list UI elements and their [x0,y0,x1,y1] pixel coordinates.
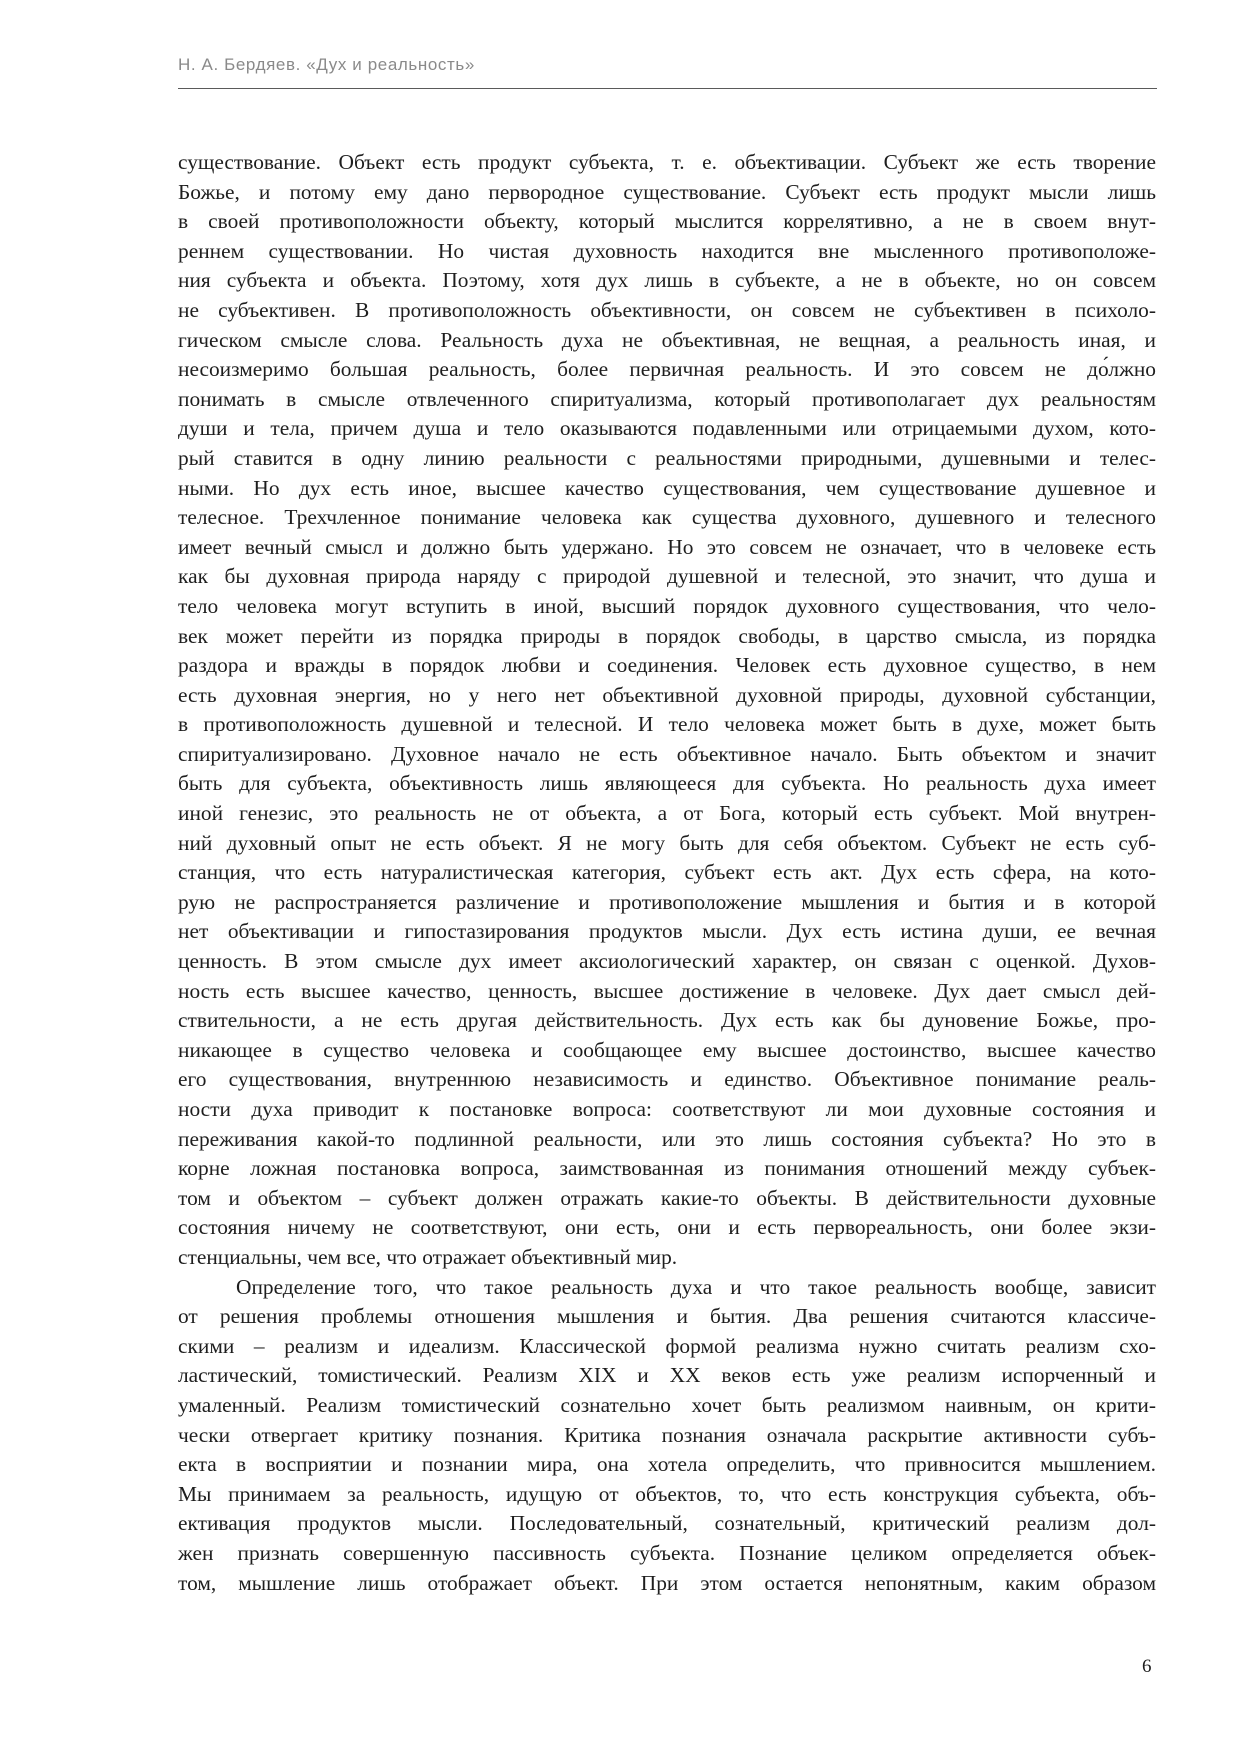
text-line: тело человека могут вступить в иной, высший порядок духовного существования, что чело- [178,593,1156,618]
text-line: рую не распространяется различение и противоположение мышления и бытия и в которой [178,889,1156,914]
text-line: не субъективен. В противоположность объективности, он совсем не субъективен в психоло- [178,297,1156,322]
text-line: никающее в существо человека и сообщающее ему высшее достоинство, высшее качество [178,1037,1156,1062]
text-line: как бы духовная природа наряду с природой душевной и телесной, это значит, что душа и [178,564,1156,589]
text-line: души и тела, причем душа и тело оказываются подавленными или отрицаемыми духом, кото- [178,416,1156,441]
page-number: 6 [1142,1656,1152,1677]
text-line: реннем существовании. Но чистая духовность находится вне мысленного противоположе- [178,238,1156,263]
text-line: Определение того, что такое реальность духа и что такое реальность вообще, зависит [236,1274,1156,1299]
text-line: в своей противоположности объекту, который мыслится коррелятивно, а не в своем внут- [178,209,1156,234]
text-line: понимать в смысле отвлеченного спиритуализма, который противополагает дух реальностям [178,386,1156,411]
text-line: ствительности, а не есть другая действительность. Дух есть как бы дуновение Божье, про- [178,1008,1156,1033]
text-line: ными. Но дух есть иное, высшее качество существования, чем существование душевное и [178,475,1156,500]
text-line: станция, что есть натуралистическая категория, субъект есть акт. Дух есть сфера, на кото- [178,860,1156,885]
text-line: век может перейти из порядка природы в порядок свободы, в царство смысла, из порядка [178,623,1156,648]
text-line: том и объектом – субъект должен отражать какие-то объекты. В действительности духовные [178,1185,1156,1210]
text-line: переживания какой-то подлинной реальности, или это лишь состояния субъекта? Но это в [178,1126,1156,1151]
text-line: Божье, и потому ему дано первородное существование. Субъект есть продукт мысли лишь [178,179,1156,204]
paragraph-2 [178,1273,1156,1628]
text-line [178,1598,1156,1628]
text-line: Мы принимаем за реальность, идущую от объектов, то, что есть конструкция субъекта, объ- [178,1481,1156,1506]
text-line: имеет вечный смысл и должно быть удержано. Но это совсем не означает, что в человеке есть [178,534,1156,559]
text-line: телесное. Трехчленное понимание человека как существа духовного, душевного и телесного [178,505,1156,530]
text-line: жен признать совершенную пассивность субъекта. Познание целиком определяется объек- [178,1540,1156,1565]
text-line: том, мышление лишь отображает объект. При этом остается непонятным, каким образом [178,1570,1156,1595]
body-text [178,148,1156,1628]
text-line: в противоположность душевной и телесной. И тело человека может быть в духе, может быть [178,712,1156,737]
text-line: спиритуализировано. Духовное начало не есть объективное начало. Быть объектом и значит [178,741,1156,766]
text-line: есть духовная энергия, но у него нет объективной духовной природы, духовной субстанции, [178,682,1156,707]
text-line: стенциальны, чем все, что отражает объективный мир. [178,1244,678,1269]
text-line: ность есть высшее качество, ценность, высшее достижение в человеке. Дух дает смысл дей- [178,978,1156,1003]
paragraph-1 [178,148,1156,1273]
text-line: скими – реализм и идеализм. Классической формой реализма нужно считать реализм схо- [178,1333,1156,1358]
text-line: ния субъекта и объекта. Поэтому, хотя дух лишь в субъекте, а не в объекте, но он совсем [178,268,1156,293]
text-line: состояния ничему не соответствуют, они есть, они и есть первореальность, они более экзи- [178,1215,1156,1240]
text-line: несоизмеримо большая реальность, более первичная реальность. И это совсем не до́лжно [178,357,1156,382]
text-line: ективация продуктов мысли. Последовательный, сознательный, критический реализм дол- [178,1511,1156,1536]
text-line: корне ложная постановка вопроса, заимствованная из понимания отношений между субъек- [178,1156,1156,1181]
text-line: быть для субъекта, объективность лишь являющееся для субъекта. Но реальность духа имеет [178,771,1156,796]
text-line: ценность. В этом смысле дух имеет аксиологический характер, он связан с оценкой. Духов- [178,949,1156,974]
text-line: иной генезис, это реальность не от объекта, а от Бога, который есть субъект. Мой внутрен- [178,801,1156,826]
text-line: екта в восприятии и познании мира, она хотела определить, что привносится мышлением. [178,1452,1156,1477]
text-line: гическом смысле слова. Реальность духа не объективная, не вещная, а реальность иная, и [178,327,1156,352]
text-line: раздора и вражды в порядок любви и соединения. Человек есть духовное существо, в нем [178,653,1156,678]
text-line: ластический, томистический. Реализм XIX и XX веков есть уже реализм испорченный и [178,1363,1156,1388]
text-line: его существования, внутреннюю независимость и единство. Объективное понимание реаль- [178,1067,1156,1092]
running-head: Н. А. Бердяев. «Дух и реальность» [178,55,475,74]
text-line: существование. Объект есть продукт субъекта, т. е. объективации. Субъект же есть творение [178,150,1156,174]
text-line: от решения проблемы отношения мышления и бытия. Два решения считаются классиче- [178,1304,1156,1329]
header-rule [178,88,1157,89]
text-line: чески отвергает критику познания. Критика познания означала раскрытие активности субъ- [178,1422,1156,1447]
text-line: ний духовный опыт не есть объект. Я не могу быть для себя объектом. Субъект не есть суб- [178,830,1156,855]
text-line: умаленный. Реализм томистический сознательно хочет быть реализмом наивным, он крити- [178,1392,1156,1417]
text-line: ности духа приводит к постановке вопроса: соответствуют ли мои духовные состояния и [178,1097,1156,1121]
text-line: рый ставится в одну линию реальности с реальностями природными, душевными и телес- [178,445,1156,470]
text-line: нет объективации и гипостазирования продуктов мысли. Дух есть истина души, ее вечная [178,919,1156,944]
